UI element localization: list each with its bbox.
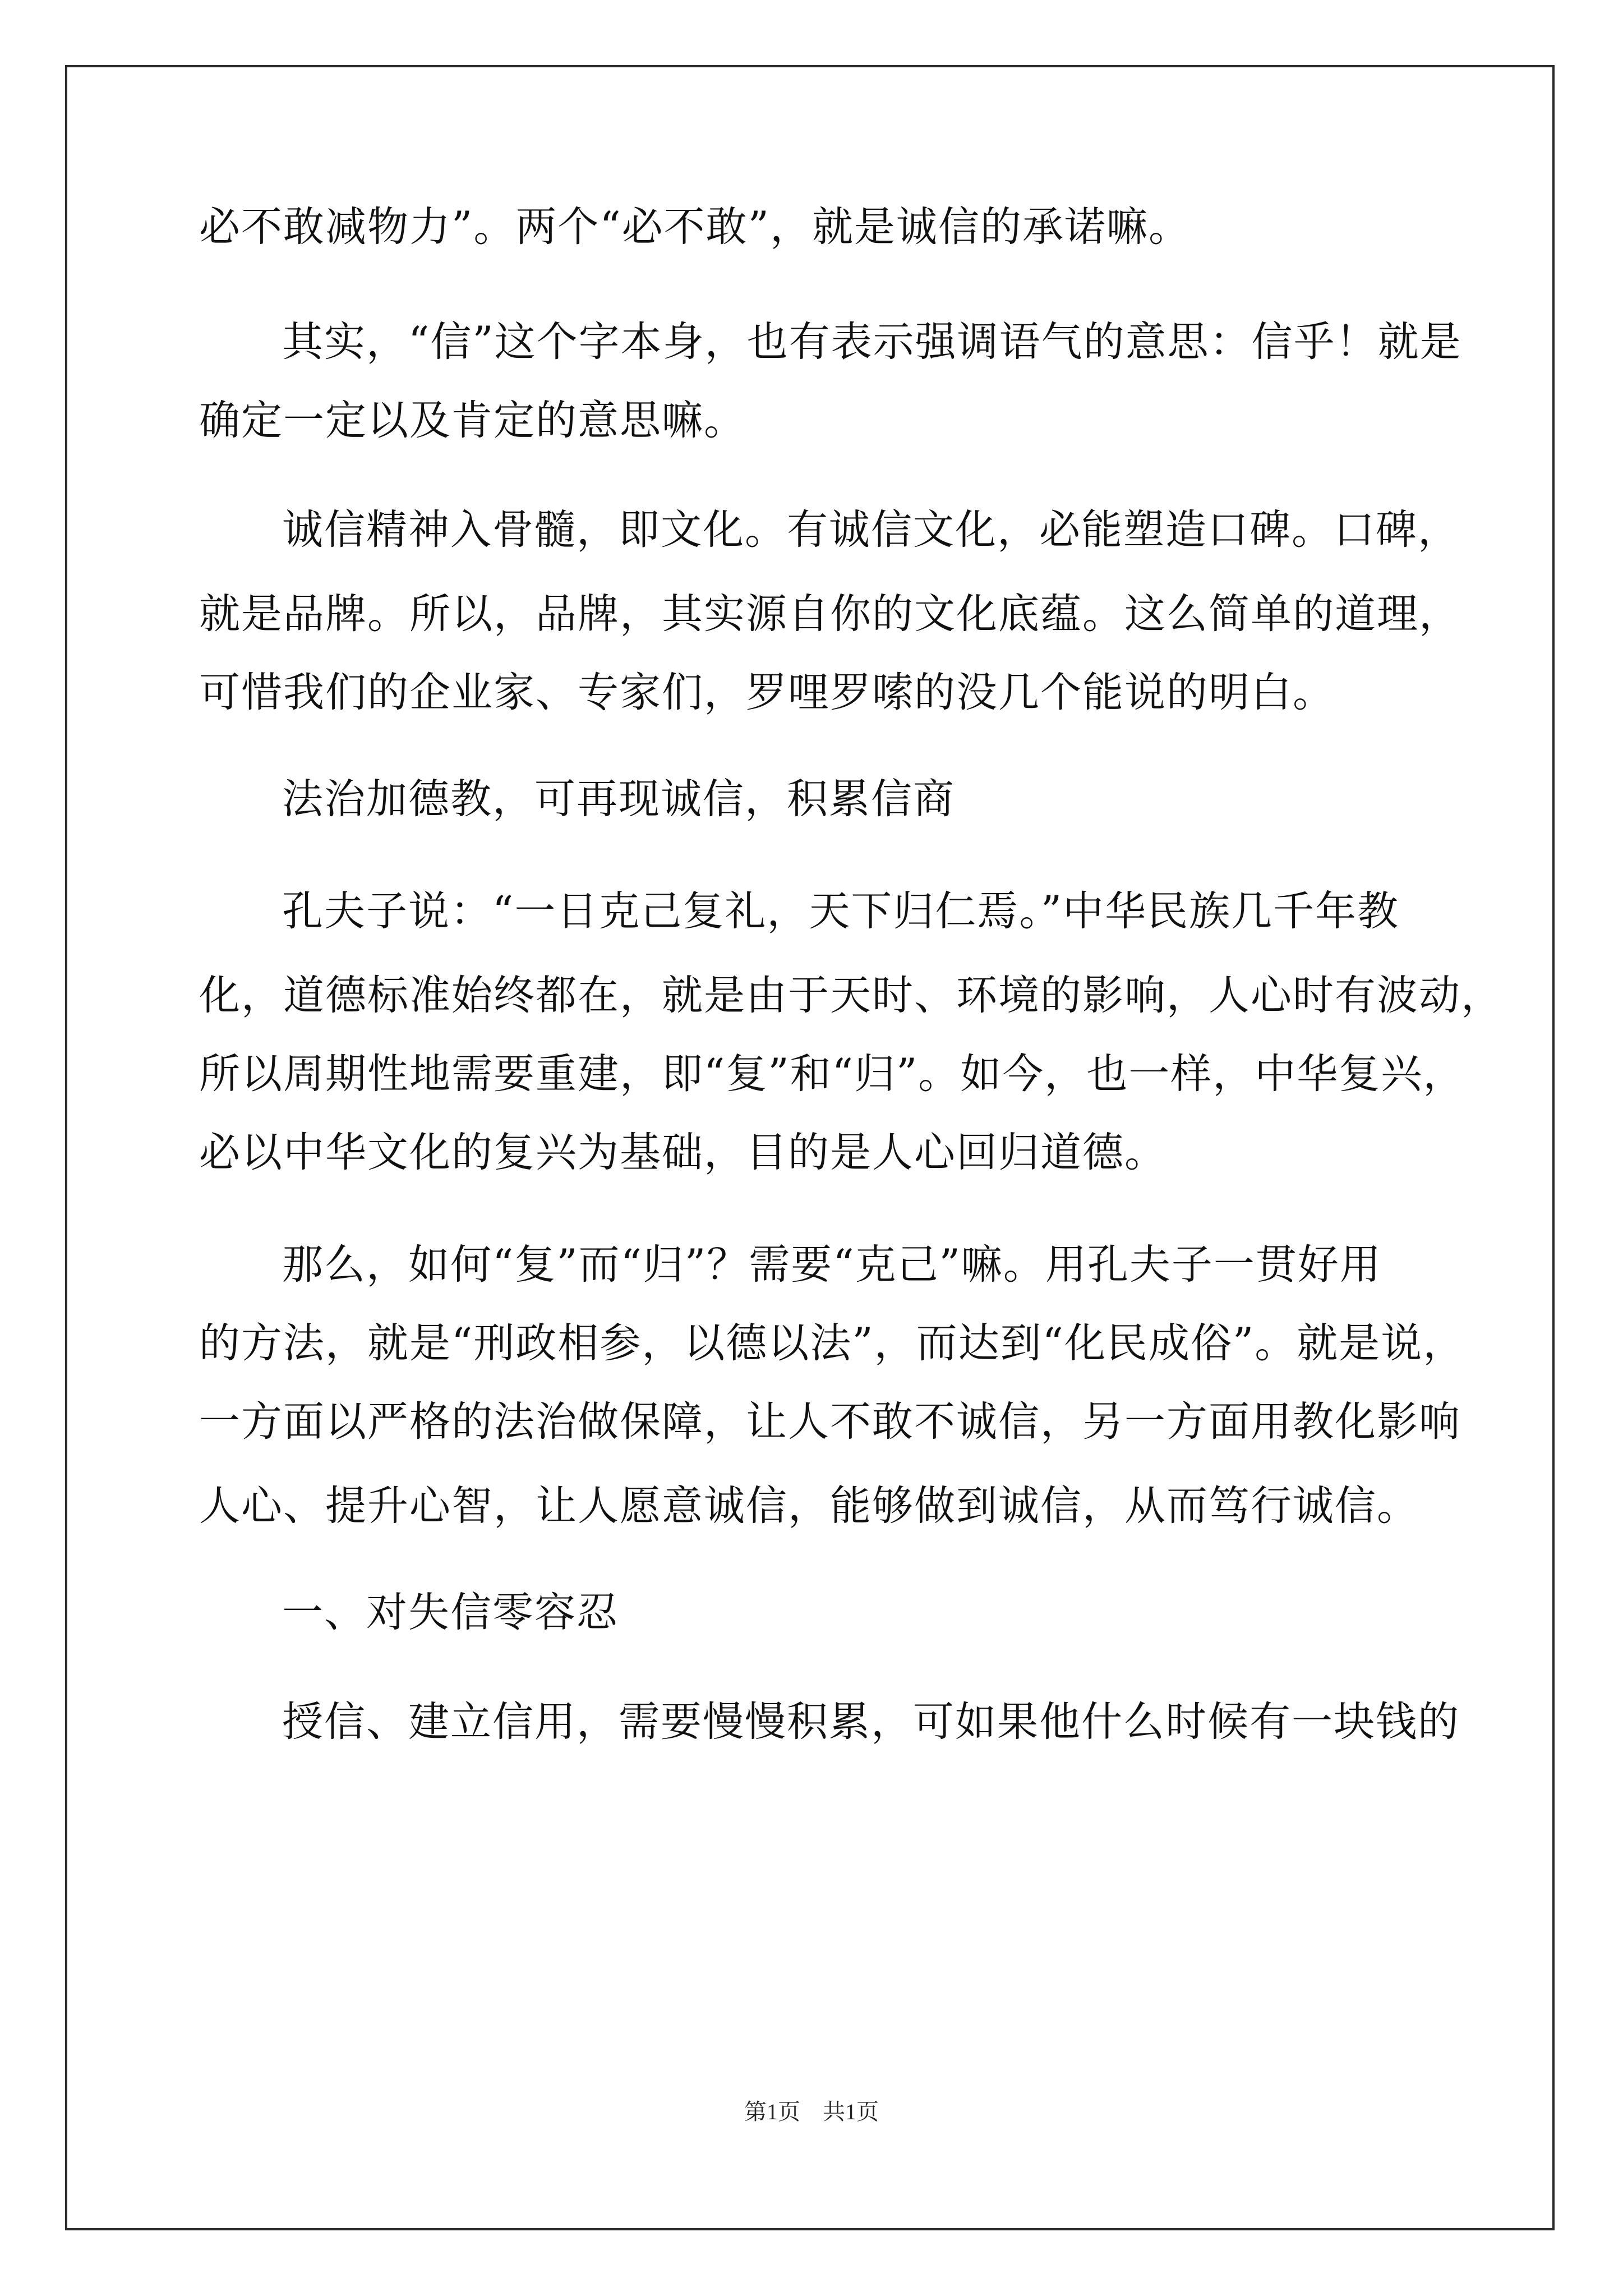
page-number: 第1页 — [744, 2099, 800, 2124]
text-line: 必以中华文化的复兴为基础，目的是人心回归道德。 — [199, 1129, 1166, 1176]
text-line: 一方面以严格的法治做保障，让人不敢不诚信，另一方面用教化影响 — [199, 1398, 1461, 1446]
page-footer — [0, 2098, 1623, 2126]
text-line: 孔夫子说：“一日克己复礼，天下归仁焉。”中华民族几千年教 — [282, 887, 1400, 935]
section-heading: 一、对失信零容忍 — [282, 1589, 619, 1636]
text-line: 确定一定以及肯定的意思嘛。 — [199, 397, 746, 444]
text-line: 其实，“信”这个字本身，也有表示强调语气的意思：信乎！就是 — [282, 318, 1462, 366]
text-line: 的方法，就是“刑政相参，以德以法”，而达到“化民成俗”。就是说， — [199, 1319, 1465, 1367]
text-line: 授信、建立信用，需要慢慢积累，可如果他什么时候有一块钱的 — [282, 1698, 1460, 1746]
text-line: 所以周期性地需要重建，即“复”和“归”。如今，也一样，中华复兴， — [199, 1050, 1465, 1098]
page-total: 共1页 — [823, 2099, 879, 2124]
text-line: 就是品牌。所以，品牌，其实源自你的文化底蕴。这么简单的道理， — [199, 590, 1461, 638]
section-heading: 法治加德教，可再现诚信，积累信商 — [282, 775, 955, 823]
text-line: 化，道德标准始终都在，就是由于天时、环境的影响，人心时有波动， — [199, 972, 1503, 1019]
text-line: 必不敢减物力”。两个“必不敢”，就是诚信的承诺嘛。 — [199, 203, 1191, 251]
text-line: 人心、提升心智，让人愿意诚信，能够做到诚信，从而笃行诚信。 — [199, 1482, 1419, 1530]
text-line: 诚信精神入骨髓，即文化。有诚信文化，必能塑造口碑。口碑， — [282, 506, 1460, 554]
text-line: 可惜我们的企业家、专家们，罗哩罗嗦的没几个能说的明白。 — [199, 669, 1335, 716]
text-line: 那么，如何“复”而“归”？需要“克己”嘛。用孔夫子一贯好用 — [282, 1241, 1382, 1289]
